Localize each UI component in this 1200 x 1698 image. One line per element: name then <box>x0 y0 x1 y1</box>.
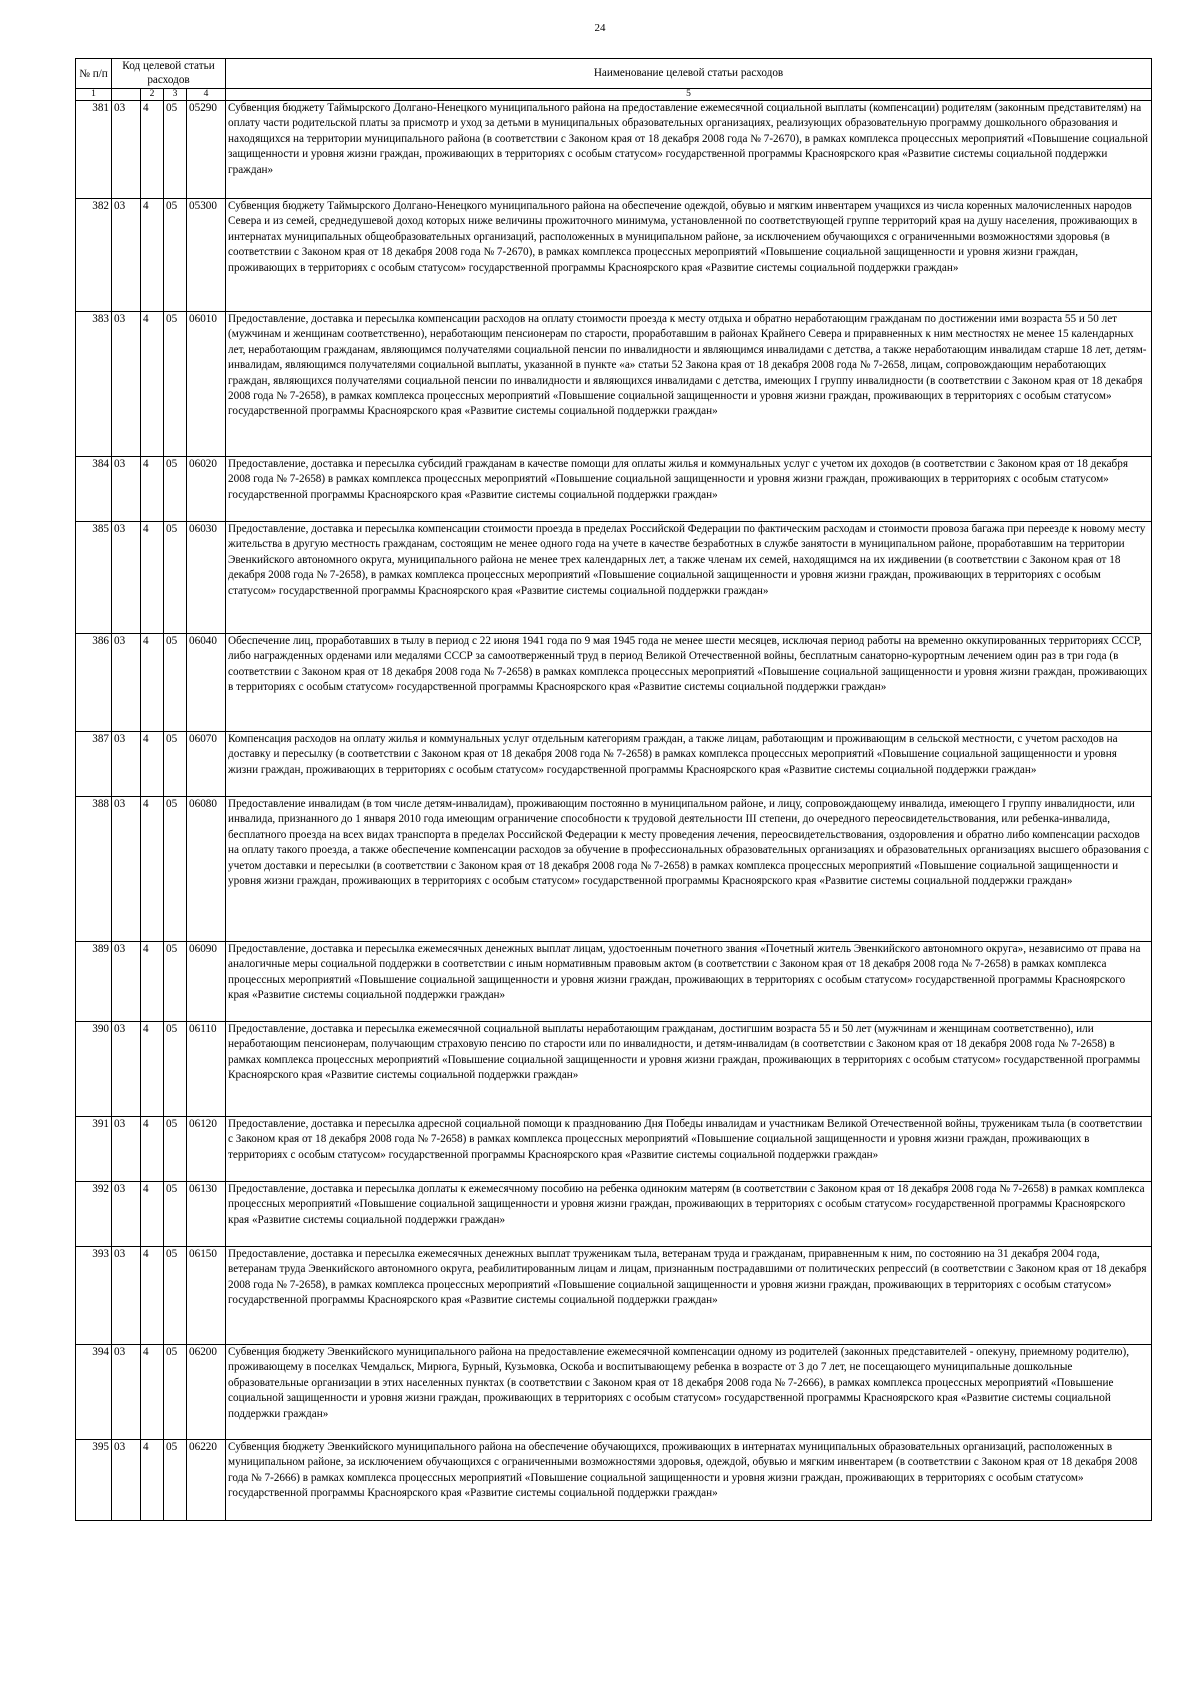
row-description: Обеспечение лиц, проработавших в тылу в период с 22 июня 1941 года по 9 мая 1945 года не менее шести месяцев, исключая период работы на временно оккупированных территориях СССР, либо награжденных орденами или медалями СССР за самоотверженный труд в период Великой Отечественной войны, бесплатным санаторно-курортным лечением один раз в три года (в соответствии с Законом края от 18 декабря 2008 года № 7-2658) в рамках комплекса процессных мероприятий «Повышение социальной защищенности и уровня жизни граждан, проживающих в территориях с особым статусом» государственной программы Красноярского края «Развитие системы социальной поддержки граждан» <box>226 634 1152 732</box>
code-part-3: 05 <box>164 732 187 797</box>
code-part-2: 4 <box>141 1345 164 1440</box>
row-number: 386 <box>76 634 112 732</box>
table-row <box>76 732 1152 797</box>
row-number: 395 <box>76 1440 112 1521</box>
row-number: 387 <box>76 732 112 797</box>
table-row <box>76 1117 1152 1182</box>
code-part-1: 03 <box>112 457 141 522</box>
code-part-2: 4 <box>141 732 164 797</box>
row-number: 385 <box>76 522 112 634</box>
row-description: Предоставление, доставка и пересылка адресной социальной помощи к празднованию Дня Победы инвалидам и участникам Великой Отечественной войны, труженикам тыла (в соответствии с Законом края от 18 декабря 2008 года № 7-2658) в рамках комплекса процессных мероприятий «Повышение социальной защищенности и уровня жизни граждан, проживающих в территориях с особым статусом» государственной программы Красноярского края «Развитие системы социальной поддержки граждан» <box>226 1117 1152 1182</box>
table-row <box>76 457 1152 522</box>
code-part-3: 05 <box>164 1247 187 1345</box>
table-row <box>76 1440 1152 1521</box>
column-number: 5 <box>226 89 1152 101</box>
row-number: 389 <box>76 942 112 1022</box>
code-part-2: 4 <box>141 1182 164 1247</box>
header-num: № п/п <box>76 59 112 89</box>
row-description: Предоставление, доставка и пересылка ежемесячных денежных выплат лицам, удостоенным почетного звания «Почетный житель Эвенкийского автономного округа», независимо от права на аналогичные меры социальной поддержки в соответствии с иным нормативным правовым актом (в соответствии с Законом края от 18 декабря 2008 года № 7-2658) в рамках комплекса процессных мероприятий «Повышение социальной защищенности и уровня жизни граждан, проживающих в территориях с особым статусом» государственной программы Красноярского края «Развитие системы социальной поддержки граждан» <box>226 942 1152 1022</box>
row-number: 393 <box>76 1247 112 1345</box>
code-part-1: 03 <box>112 1182 141 1247</box>
row-number: 390 <box>76 1022 112 1117</box>
row-description: Субвенция бюджету Эвенкийского муниципального района на обеспечение обучающихся, проживающих в интернатах муниципальных образовательных организаций, расположенных в муниципальном районе, за исключением обучающихся с ограниченными возможностями здоровья, одеждой, обувью и мягким инвентарем (в соответствии с Законом края от 18 декабря 2008 года № 7-2666) в рамках комплекса процессных мероприятий «Повышение социальной защищенности и уровня жизни граждан, проживающих в территориях с особым статусом» государственной программы Красноярского края «Развитие системы социальной поддержки граждан» <box>226 1440 1152 1521</box>
code-part-3: 05 <box>164 312 187 457</box>
code-part-3: 05 <box>164 1022 187 1117</box>
row-number: 381 <box>76 101 112 199</box>
row-description: Субвенция бюджету Таймырского Долгано-Ненецкого муниципального района на предоставление ежемесячной социальной выплаты (компенсации) родителям (законным представителям) на оплату части родительской платы за присмотр и уход за детьми в муниципальных образовательных организациях, реализующих образовательную программу дошкольного образования и находящихся на территории муниципального района (в соответствии с Законом края от 18 декабря 2008 года № 7-2670), в рамках комплекса процессных мероприятий «Повышение социальной защищенности и уровня жизни граждан, проживающих в территориях с особым статусом» государственной программы Красноярского края «Развитие системы социальной поддержки граждан» <box>226 101 1152 199</box>
code-part-4: 05290 <box>187 101 226 199</box>
table-row <box>76 312 1152 457</box>
row-description: Предоставление, доставка и пересылка ежемесячных денежных выплат труженикам тыла, ветеранам труда и гражданам, приравненным к ним, по состоянию на 31 декабря 2004 года, ветеранам труда Эвенкийского автономного округа, реабилитированным лицам и лицам, признанным пострадавшими от политических репрессий (в соответствии с Законом края от 18 декабря 2008 года № 7-2658), в рамках комплекса процессных мероприятий «Повышение социальной защищенности и уровня жизни граждан, проживающих в территориях с особым статусом» государственной программы Красноярского края «Развитие системы социальной поддержки граждан» <box>226 1247 1152 1345</box>
code-part-3: 05 <box>164 1117 187 1182</box>
code-part-3: 05 <box>164 797 187 942</box>
code-part-2: 4 <box>141 942 164 1022</box>
code-part-3: 05 <box>164 457 187 522</box>
code-part-1: 03 <box>112 797 141 942</box>
code-part-3: 05 <box>164 522 187 634</box>
code-part-1: 03 <box>112 522 141 634</box>
code-part-4: 06070 <box>187 732 226 797</box>
code-part-1: 03 <box>112 101 141 199</box>
code-part-4: 06120 <box>187 1117 226 1182</box>
row-number: 392 <box>76 1182 112 1247</box>
row-number: 391 <box>76 1117 112 1182</box>
header-code: Код целевой статьи расходов <box>112 59 226 89</box>
code-part-2: 4 <box>141 1247 164 1345</box>
table-row <box>76 1022 1152 1117</box>
code-part-2: 4 <box>141 312 164 457</box>
row-number: 388 <box>76 797 112 942</box>
row-number: 384 <box>76 457 112 522</box>
code-part-4: 06150 <box>187 1247 226 1345</box>
row-description: Предоставление, доставка и пересылка компенсации расходов на оплату стоимости проезда к месту отдыха и обратно неработающим гражданам по достижении ими возраста 55 и 50 лет (мужчинам и женщинам соответственно), неработающим пенсионерам по старости, проработавшим в районах Крайнего Севера и приравненных к ним местностях не менее 15 календарных лет, неработающим гражданам, являющимся получателями социальной пенсии по инвалидности и являющимся инвалидами с детства, а также неработающим инвалидам старше 18 лет, детям-инвалидам, являющимся получателями социальной выплаты, указанной в пункте «а» статьи 52 Закона края от 18 декабря 2008 года № 7-2658, лицам, сопровождающим неработающих граждан, являющихся получателями социальной пенсии по инвалидности и являющихся инвалидами с детства, имеющих I группу инвалидности (в соответствии с Законом края от 18 декабря 2008 года № 7-2658), в рамках комплекса процессных мероприятий «Повышение социальной защищенности и уровня жизни граждан, проживающих в территориях с особым статусом» государственной программы Красноярского края «Развитие системы социальной поддержки граждан» <box>226 312 1152 457</box>
code-part-4: 06130 <box>187 1182 226 1247</box>
page-number: 24 <box>594 22 606 34</box>
code-part-3: 05 <box>164 634 187 732</box>
row-description: Субвенция бюджету Эвенкийского муниципального района на предоставление ежемесячной компенсации одному из родителей (законных представителей - опекуну, приемному родителю), проживающему в поселках Чемдальск, Мирюга, Бурный, Кузьмовка, Оскоба и воспитывающему ребенка в возрасте от 3 до 7 лет, не посещающего муниципальные дошкольные образовательные организации в этих населенных пунктах (в соответствии с Законом края от 18 декабря 2008 года № 7-2666), в рамках комплекса процессных мероприятий «Повышение социальной защищенности и уровня жизни граждан, проживающих в территориях с особым статусом» государственной программы Красноярского края «Развитие системы социальной поддержки граждан» <box>226 1345 1152 1440</box>
code-part-4: 06040 <box>187 634 226 732</box>
code-part-1: 03 <box>112 1117 141 1182</box>
code-part-2: 4 <box>141 634 164 732</box>
code-part-4: 06090 <box>187 942 226 1022</box>
code-part-1: 03 <box>112 1247 141 1345</box>
column-number: 1 <box>76 89 112 101</box>
code-part-2: 4 <box>141 457 164 522</box>
column-number: 2 <box>141 89 164 101</box>
code-part-1: 03 <box>112 1022 141 1117</box>
code-part-2: 4 <box>141 199 164 312</box>
table-row <box>76 1182 1152 1247</box>
code-part-3: 05 <box>164 101 187 199</box>
code-part-4: 06080 <box>187 797 226 942</box>
code-part-4: 06010 <box>187 312 226 457</box>
column-number: 3 <box>164 89 187 101</box>
row-number: 383 <box>76 312 112 457</box>
code-part-4: 06220 <box>187 1440 226 1521</box>
header-name: Наименование целевой статьи расходов <box>226 59 1152 89</box>
row-number: 382 <box>76 199 112 312</box>
table-row <box>76 634 1152 732</box>
column-number <box>112 89 141 101</box>
table-row <box>76 199 1152 312</box>
row-description: Предоставление, доставка и пересылка доплаты к ежемесячному пособию на ребенка одиноким матерям (в соответствии с Законом края от 18 декабря 2008 года № 7-2658) в рамках комплекса процессных мероприятий «Повышение социальной защищенности и уровня жизни граждан, проживающих в территориях с особым статусом» государственной программы Красноярского края «Развитие системы социальной поддержки граждан» <box>226 1182 1152 1247</box>
code-part-1: 03 <box>112 199 141 312</box>
code-part-3: 05 <box>164 1345 187 1440</box>
row-description: Предоставление инвалидам (в том числе детям-инвалидам), проживающим постоянно в муниципальном районе, и лицу, сопровождающему инвалида, имеющего I группу инвалидности, или инвалида, признанного до 1 января 2010 года имеющим ограничение способности к трудовой деятельности III степени, до очередного переосвидетельствования, или ребенка-инвалида, бесплатного проезда на всех видах транспорта в пределах Российской Федерации к месту проведения лечения, переосвидетельствования, оздоровления и обратно либо компенсации расходов на оплату такого проезда, а также обеспечение компенсации расходов за обучение в профессиональных образовательных организациях и образовательных организациях высшего образования с учетом доставки и пересылки (в соответствии с Законом края от 18 декабря 2008 года № 7-2658) в рамках комплекса процессных мероприятий «Повышение социальной защищенности и уровня жизни граждан, проживающих в территориях с особым статусом» государственной программы Красноярского края «Развитие системы социальной поддержки граждан» <box>226 797 1152 942</box>
row-description: Предоставление, доставка и пересылка ежемесячной социальной выплаты неработающим гражданам, достигшим возраста 55 и 50 лет (мужчинам и женщинам соответственно), или неработающим пенсионерам, получающим страховую пенсию по старости или по инвалидности, и детям-инвалидам (в соответствии с Законом края от 18 декабря 2008 года № 7-2658) в рамках комплекса процессных мероприятий «Повышение социальной защищенности и уровня жизни граждан, проживающих в территориях с особым статусом» государственной программы Красноярского края «Развитие системы социальной поддержки граждан» <box>226 1022 1152 1117</box>
code-part-1: 03 <box>112 1440 141 1521</box>
row-number: 394 <box>76 1345 112 1440</box>
row-description: Предоставление, доставка и пересылка компенсации стоимости проезда в пределах Российской Федерации по фактическим расходам и стоимости провоза багажа при переезде к новому месту жительства в другую местность гражданам, состоящим не менее одного года на учете в качестве безработных в службе занятости в муниципальном районе, проработавшим на территории Эвенкийского автономного округа, муниципального района не менее трех календарных лет, а также членам их семей, находящимся на их иждивении (в соответствии с Законом края от 18 декабря 2008 года № 7-2658), в рамках комплекса процессных мероприятий «Повышение социальной защищенности и уровня жизни граждан, проживающих в территориях с особым статусом» государственной программы Красноярского края «Развитие системы социальной поддержки граждан» <box>226 522 1152 634</box>
code-part-1: 03 <box>112 732 141 797</box>
code-part-4: 06110 <box>187 1022 226 1117</box>
column-number: 4 <box>187 89 226 101</box>
code-part-4: 06030 <box>187 522 226 634</box>
budget-table <box>75 58 1152 1521</box>
code-part-4: 06020 <box>187 457 226 522</box>
table-row <box>76 522 1152 634</box>
row-description: Субвенция бюджету Таймырского Долгано-Ненецкого муниципального района на обеспечение одеждой, обувью и мягким инвентарем учащихся из числа коренных малочисленных народов Севера и из семей, среднедушевой доход которых ниже величины прожиточного минимума, установленной по соответствующей группе территорий края на душу населения, проживающих в интернатах муниципальных общеобразовательных организаций, расположенных в муниципальном районе, за исключением обучающихся с ограниченными возможностями здоровья (в соответствии с Законом края от 18 декабря 2008 года № 7-2670), в рамках комплекса процессных мероприятий «Повышение социальной защищенности и уровня жизни граждан, проживающих в территориях с особым статусом» государственной программы Красноярского края «Развитие системы социальной поддержки граждан» <box>226 199 1152 312</box>
code-part-2: 4 <box>141 522 164 634</box>
code-part-2: 4 <box>141 1117 164 1182</box>
code-part-3: 05 <box>164 1440 187 1521</box>
code-part-1: 03 <box>112 312 141 457</box>
table-row <box>76 101 1152 199</box>
table-body <box>76 101 1152 1521</box>
row-description: Компенсация расходов на оплату жилья и коммунальных услуг отдельным категориям граждан, а также лицам, работающим и проживающим в сельской местности, с учетом расходов на доставку и пересылку (в соответствии с Законом края от 18 декабря 2008 года № 7-2658) в рамках комплекса процессных мероприятий «Повышение социальной защищенности и уровня жизни граждан, проживающих в территориях с особым статусом» государственной программы Красноярского края «Развитие системы социальной поддержки граждан» <box>226 732 1152 797</box>
code-part-4: 06200 <box>187 1345 226 1440</box>
table-row <box>76 797 1152 942</box>
code-part-1: 03 <box>112 634 141 732</box>
code-part-3: 05 <box>164 199 187 312</box>
code-part-3: 05 <box>164 1182 187 1247</box>
code-part-2: 4 <box>141 797 164 942</box>
table-row <box>76 1247 1152 1345</box>
row-description: Предоставление, доставка и пересылка субсидий гражданам в качестве помощи для оплаты жилья и коммунальных услуг с учетом их доходов (в соответствии с Законом края от 18 декабря 2008 года № 7-2658) в рамках комплекса процессных мероприятий «Повышение социальной защищенности и уровня жизни граждан, проживающих в территориях с особым статусом» государственной программы Красноярского края «Развитие системы социальной поддержки граждан» <box>226 457 1152 522</box>
table-row <box>76 942 1152 1022</box>
table-row <box>76 1345 1152 1440</box>
code-part-4: 05300 <box>187 199 226 312</box>
code-part-2: 4 <box>141 1440 164 1521</box>
code-part-2: 4 <box>141 101 164 199</box>
code-part-1: 03 <box>112 1345 141 1440</box>
code-part-2: 4 <box>141 1022 164 1117</box>
code-part-1: 03 <box>112 942 141 1022</box>
code-part-3: 05 <box>164 942 187 1022</box>
